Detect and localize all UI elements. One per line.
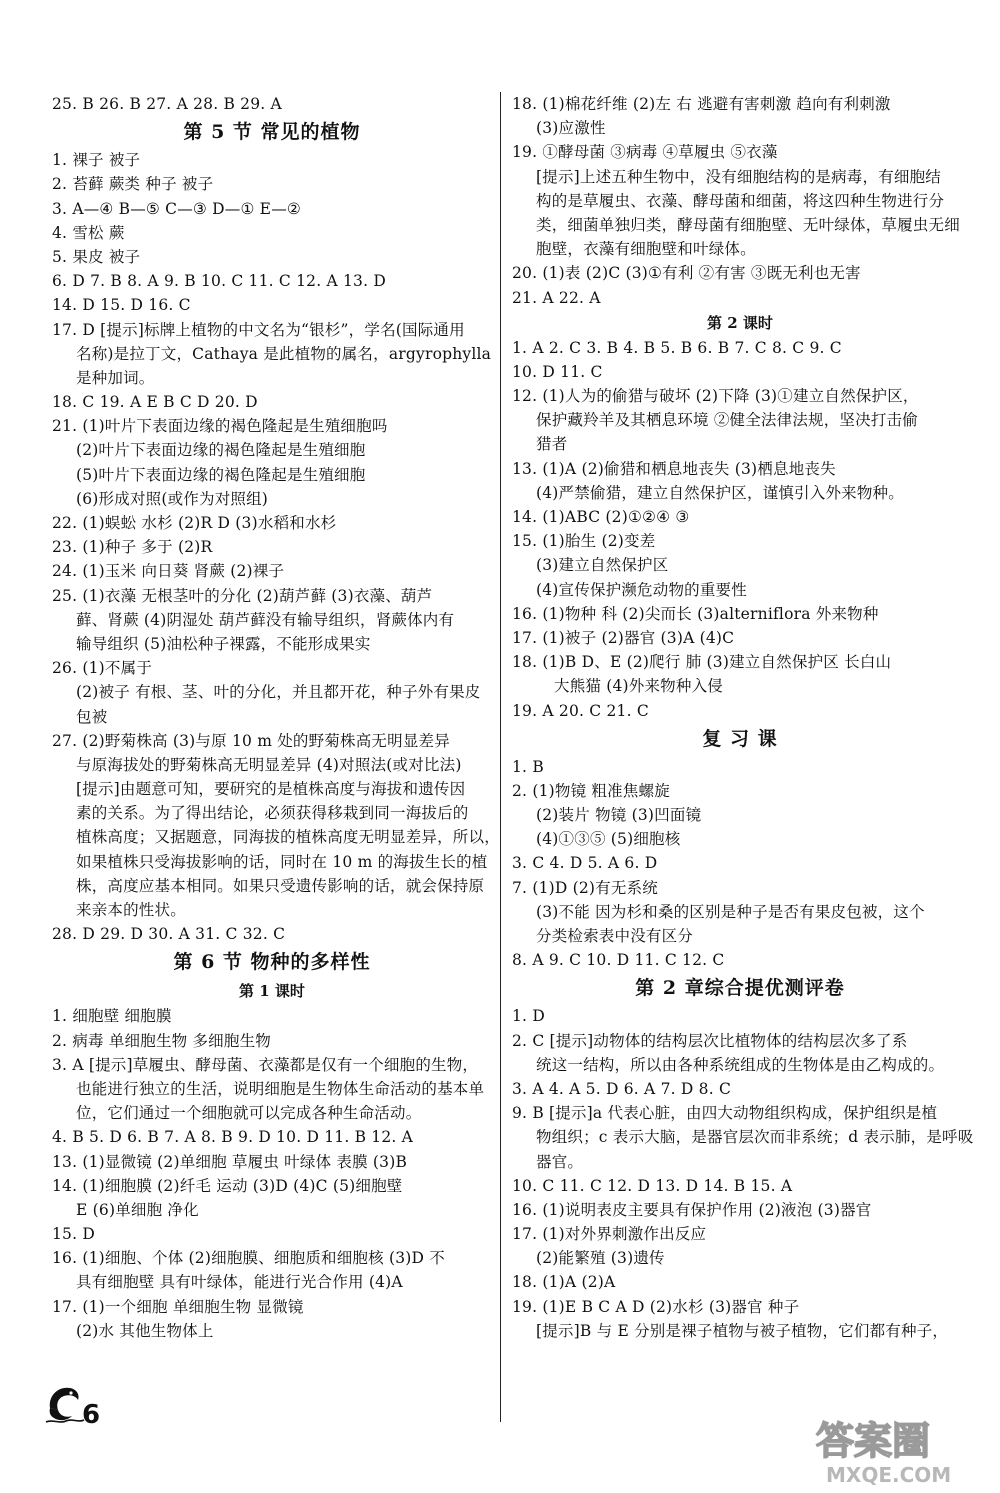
answer-line: 2. 苔藓 蕨类 种子 被子: [52, 175, 214, 194]
answer-line: 14. D 15. D 16. C: [52, 296, 191, 315]
answer-line: 15. (1)胎生 (2)变差: [512, 532, 656, 551]
answer-line: 统这一结构，所以由各种系统组成的生物体是由乙构成的。: [536, 1055, 945, 1074]
answer-line: 13. (1)A (2)偷猎和栖息地丧失 (3)栖息地丧失: [512, 459, 836, 478]
answer-line: 输导组织 (5)油松种子裸露，不能形成果实: [76, 634, 371, 653]
answer-line: 17. (1)被子 (2)器官 (3)A (4)C: [512, 628, 735, 647]
answer-line: 1. D: [512, 1007, 545, 1026]
answer-line: 22. (1)蜈蚣 水杉 (2)R D (3)水稻和水杉: [52, 514, 337, 532]
answer-line: 14. (1)ABC (2)①②④ ③: [512, 508, 690, 526]
answer-line: 具有细胞壁 具有叶绿体，能进行光合作用 (4)A: [76, 1273, 403, 1292]
answer-line: 24. (1)玉米 向日葵 肾蕨 (2)裸子: [52, 562, 285, 581]
section-heading: 复 习 课: [702, 727, 778, 750]
section-heading: 第 5 节 常见的植物: [183, 121, 361, 144]
answer-line: (4)宣传保护濒危动物的重要性: [536, 580, 747, 599]
answer-line: 是种加词。: [76, 368, 155, 387]
answer-line: 4. 雪松 蕨: [52, 223, 125, 242]
answer-line: (3)不能 因为杉和桑的区别是种子是否有果皮包被，这个: [536, 902, 925, 921]
answer-line: (5)叶片下表面边缘的褐色隆起是生殖细胞: [76, 465, 366, 484]
lesson-subheading: 第 1 课时: [239, 982, 305, 1001]
answer-line: E (6)单细胞 净化: [76, 1200, 199, 1219]
answer-line: 4. B 5. D 6. B 7. A 8. B 9. D 10. D 11. B 12. A: [52, 1128, 414, 1147]
answer-line: [提示]由题意可知，要研究的是植株高度与海拔和遗传因: [76, 780, 466, 799]
section-heading: 第 6 节 物种的多样性: [173, 951, 371, 974]
answer-line: 8. A 9. C 10. D 11. C 12. C: [512, 951, 725, 970]
page-number: 6: [82, 1400, 101, 1430]
answer-line: 类，细菌单独归类，酵母菌有细胞壁、无叶绿体，草履虫无细: [536, 215, 960, 234]
answer-line: 17. (1)一个细胞 单细胞生物 显微镜: [52, 1297, 304, 1316]
answer-line: 器官。: [536, 1152, 584, 1171]
answer-line: 27. (2)野菊株高 (3)与原 10 m 处的野菊株高无明显差异: [52, 731, 450, 750]
answer-line: 16. (1)说明表皮主要具有保护作用 (2)液泡 (3)器官: [512, 1200, 872, 1219]
answer-line: 17. D [提示]标牌上植物的中文名为“银杉”，学名(国际通用: [52, 320, 465, 339]
answer-line: (2)叶片下表面边缘的褐色隆起是生殖细胞: [76, 441, 366, 460]
answer-line: 19. A 20. C 21. C: [512, 701, 649, 720]
answer-line: 18. (1)A (2)A: [512, 1273, 616, 1292]
answer-line: 保护藏羚羊及其栖息环境 ②健全法律法规，坚决打击偷: [536, 411, 918, 430]
answer-line: 18. (1)B D、E (2)爬行 肺 (3)建立自然保护区 长白山: [512, 653, 892, 672]
answer-line: 19. ①酵母菌 ③病毒 ④草履虫 ⑤衣藻: [512, 143, 778, 162]
answer-line: 分类检索表中没有区分: [536, 927, 694, 945]
answer-line: 3. A [提示]草履虫、酵母菌、衣藻都是仅有一个细胞的生物，: [52, 1055, 479, 1074]
answer-line: 7. (1)D (2)有无系统: [512, 878, 658, 897]
answer-line: 10. C 11. C 12. D 13. D 14. B 15. A: [512, 1176, 793, 1195]
answer-line: 13. (1)显微镜 (2)单细胞 草履虫 叶绿体 表膜 (3)B: [52, 1152, 408, 1171]
answer-line: 10. D 11. C: [512, 362, 603, 381]
answer-line: 3. C 4. D 5. A 6. D: [512, 854, 658, 873]
answer-line: 21. A 22. A: [512, 288, 601, 307]
answer-line: 2. 病毒 单细胞生物 多细胞生物: [52, 1031, 271, 1050]
answer-line: (2)水 其他生物体上: [76, 1321, 214, 1340]
answer-line: 与原海拔处的野菊株高无明显差异 (4)对照法(或对比法): [76, 755, 462, 774]
answer-line: 来亲本的性状。: [76, 901, 186, 919]
answer-line: (4)①③⑤ (5)细胞核: [536, 830, 681, 849]
answer-line: 25. B 26. B 27. A 28. B 29. A: [52, 95, 282, 113]
answer-line: (2)装片 物镜 (3)凹面镜: [536, 806, 702, 825]
answer-line: 也能进行独立的生活，说明细胞是生物体生命活动的基本单: [76, 1079, 485, 1098]
answer-line: 5. 果皮 被子: [52, 247, 141, 266]
answer-line: [提示]上述五种生物中，没有细胞结构的是病毒，有细胞结: [536, 167, 941, 186]
answer-line: 25. (1)衣藻 无根茎叶的分化 (2)葫芦藓 (3)衣藻、葫芦: [52, 586, 433, 605]
answer-line: 猎者: [536, 435, 568, 454]
answer-line: 包被: [76, 707, 108, 726]
watermark-text: 答案圈: [816, 1419, 931, 1463]
left-column: [52, 92, 500, 1343]
answer-line: (2)被子 有根、茎、叶的分化，并且都开花，种子外有果皮: [76, 683, 481, 702]
answer-line: 1. 细胞壁 细胞膜: [52, 1007, 172, 1026]
right-column: [512, 92, 974, 1343]
watermark-logo: [808, 1410, 988, 1488]
answer-line: 12. (1)人为的偷猎与破坏 (2)下降 (3)①建立自然保护区，: [512, 387, 919, 406]
answer-line: 1. B: [512, 757, 544, 776]
answer-line: 胞壁，衣藻有细胞壁和叶绿体。: [536, 240, 756, 259]
watermark-url: MXQE.COM: [826, 1463, 952, 1487]
answer-line: 素的关系。为了得出结论，必须获得移栽到同一海拔后的: [76, 804, 469, 823]
answer-line: 26. (1)不属于: [52, 659, 153, 678]
answer-line: 株，高度应基本相同。如果只受遗传影响的话，就会保持原: [76, 876, 485, 895]
section-heading: 第 2 章综合提优测评卷: [635, 977, 845, 1000]
answer-line: 如果植株只受海拔影响的话，同时在 10 m 的海拔生长的植: [76, 852, 488, 871]
answer-line: 3. A 4. A 5. D 6. A 7. D 8. C: [512, 1079, 732, 1098]
answer-line: 17. (1)对外界刺激作出反应: [512, 1225, 707, 1244]
answer-line: 28. D 29. D 30. A 31. C 32. C: [52, 925, 286, 944]
answer-line: 19. (1)E B C A D (2)水杉 (3)器官 种子: [512, 1297, 800, 1316]
answer-line: (4)严禁偷猎，建立自然保护区，谨慎引入外来物种。: [536, 483, 904, 502]
answer-line: 15. D: [52, 1225, 96, 1244]
answer-line: 18. (1)棉花纤维 (2)左 右 逃避有害刺激 趋向有利刺激: [512, 95, 891, 113]
answer-line: 1. 裸子 被子: [52, 151, 141, 170]
answer-line: 3. A—④ B—⑤ C—③ D—① E—②: [52, 199, 301, 218]
answer-line: 2. C [提示]动物体的结构层次比植物体的结构层次多了系: [512, 1031, 908, 1050]
answer-line: 14. (1)细胞膜 (2)纤毛 运动 (3)D (4)C (5)细胞壁: [52, 1176, 403, 1195]
answer-line: 构的是草履虫、衣藻、酵母菌和细菌，将这四种生物进行分: [536, 191, 945, 210]
answer-line: 藓、肾蕨 (4)阴湿处 葫芦藓没有输导组织，肾蕨体内有: [76, 610, 455, 629]
answer-line: 名称)是拉丁文，Cathaya 是此植物的属名，argyrophylla: [76, 344, 492, 363]
answer-line: (3)建立自然保护区: [536, 556, 669, 575]
answer-line: 21. (1)叶片下表面边缘的褐色隆起是生殖细胞吗: [52, 417, 388, 436]
answer-line: 植株高度；又据题意，同海拔的植株高度无明显差异，所以，: [76, 828, 500, 847]
answer-line: 16. (1)细胞、个体 (2)细胞膜、细胞质和细胞核 (3)D 不: [52, 1249, 445, 1268]
answer-line: (6)形成对照(或作为对照组): [76, 489, 269, 508]
answer-line: 物组织；c 表示大脑，是器官层次而非系统；d 表示肺，是呼吸: [536, 1128, 974, 1147]
answer-line: (3)应激性: [536, 119, 606, 138]
answer-line: 20. (1)表 (2)C (3)①有利 ②有害 ③既无利也无害: [512, 264, 861, 283]
answer-line: 1. A 2. C 3. B 4. B 5. B 6. B 7. C 8. C 9. C: [512, 338, 842, 357]
answer-line: 9. B [提示]a 代表心脏，由四大动物组织构成，保护组织是植: [512, 1104, 938, 1123]
answer-line: [提示]B 与 E 分别是裸子植物与被子植物，它们都有种子，: [536, 1321, 949, 1340]
answer-line: 2. (1)物镜 粗准焦螺旋: [512, 781, 670, 800]
dolphin-mascot-icon: [42, 1378, 86, 1428]
lesson-subheading: 第 2 课时: [707, 313, 773, 332]
answer-line: 18. C 19. A E B C D 20. D: [52, 393, 258, 412]
answer-line: (2)能繁殖 (3)遗传: [536, 1249, 665, 1268]
answer-line: 位，它们通过一个细胞就可以完成各种生命活动。: [76, 1104, 422, 1123]
column-divider: [500, 92, 501, 1422]
answer-line: 6. D 7. B 8. A 9. B 10. C 11. C 12. A 13. D: [52, 272, 387, 291]
answer-line: 23. (1)种子 多于 (2)R: [52, 538, 213, 557]
answer-line: 大熊猫 (4)外来物种入侵: [554, 677, 723, 696]
answer-line: 16. (1)物种 科 (2)尖而长 (3)alterniflora 外来物种: [512, 604, 879, 623]
